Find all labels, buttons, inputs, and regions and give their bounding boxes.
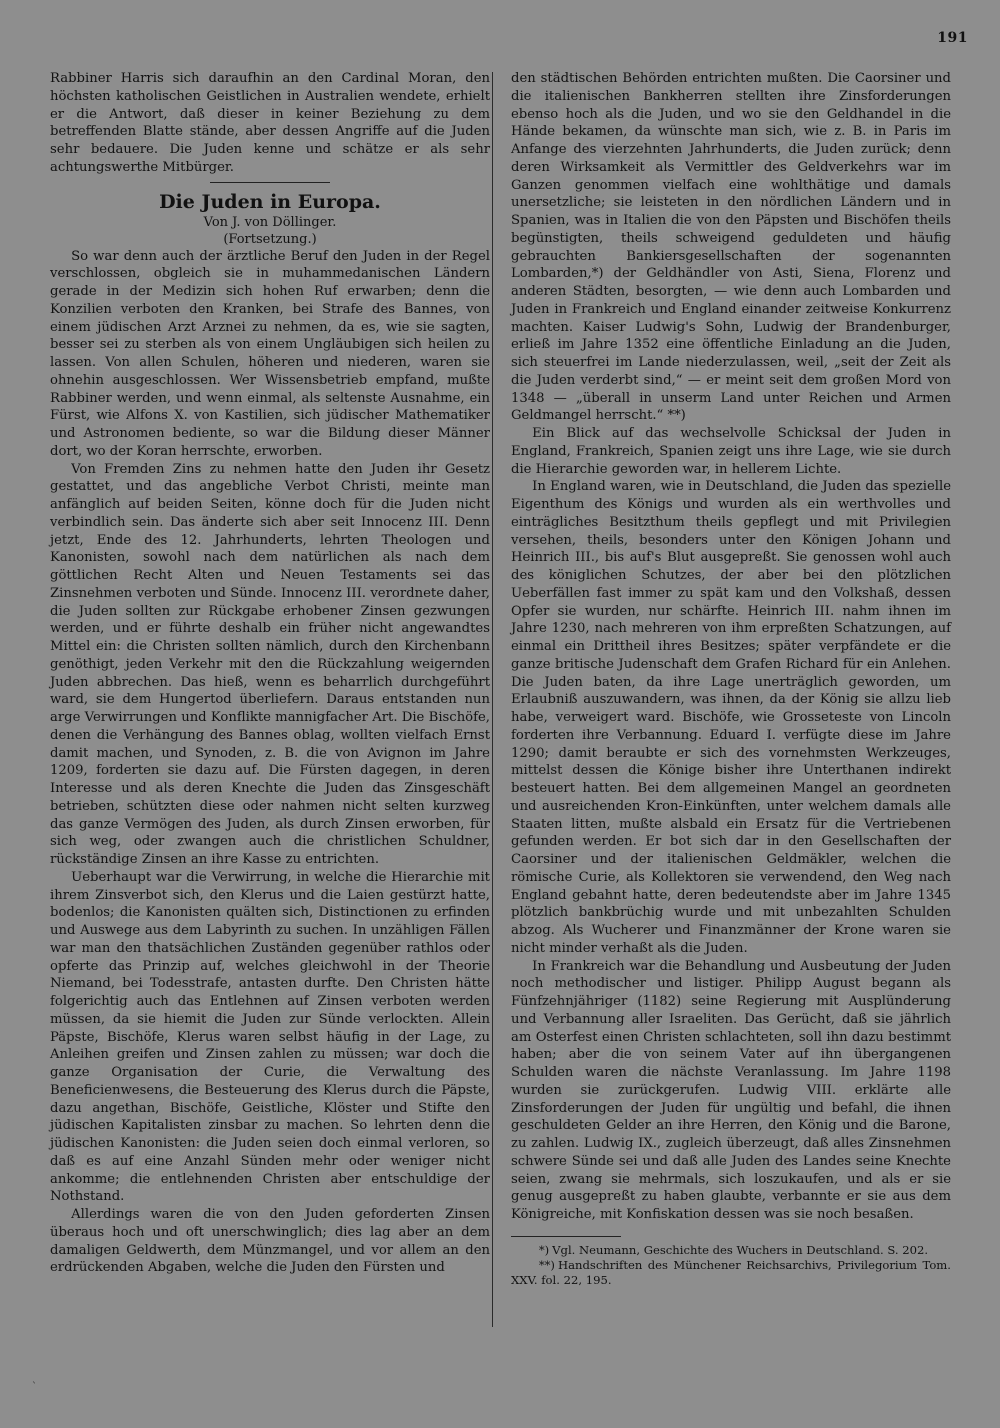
footnote-mark: *) [538, 1242, 550, 1257]
footnote-rule [511, 1236, 621, 1237]
body-paragraph: Ueberhaupt war die Verwirrung, in welche die Hierarchie mit ihrem Zinsverbot sich, den Klerus und die Laien gestürzt hatte, bodenlos; die Kanonisten quälten sich, Distinctionen zu erfinden und Auswege aus dem Labyrinth zu suchen. In unzähligen Fällen war man den thatsächlichen Zuständen gegenüber rathlos oder opferte das Prinzip auf, welches gleichwohl in der Theorie Niemand, bei Todesstrafe, antasten durfte. Den Christen hätte folgerichtig auch das Entlehnen auf Zinsen verboten werden müssen, da sie hiemit die Juden zur Sünde verlockten. Allein Päpste, Bischöfe, Klerus waren selbst häufig in der Lage, zu Anleihen greifen und Zinsen zahlen zu müssen; war doch die ganze Organisation der Curie, die Verwaltung des Beneficienwesens, die Besteuerung des Klerus durch die Päpste, dazu angethan, Bischöfe, Geistliche, Klöster und Stifte den jüdischen Kapitalisten zinsbar zu machen. So lehrten denn die jüdischen Kanonisten: die Juden seien doch einmal verloren, so daß es auf eine Anzahl Sünden mehr oder weniger nicht ankomme; die entlehnenden Christen aber entschuldige der Nothstand. [50, 869, 490, 1205]
article-title: Die Juden in Europa. [159, 190, 381, 213]
footnote-mark: **) [538, 1257, 555, 1272]
footnote-text: Vgl. Neumann, Geschichte des Wuchers in Deutschland. S. 202. [552, 1242, 929, 1257]
body-paragraph: den städtischen Behörden entrichten mußten. Die Caorsiner und die italienischen Bankherren stellten ihre Zinsforderungen ebenso hoch als die Juden, und wo sie den Geldhandel in die Hände bekamen, da wünschte man sich, wie z. B. in Paris im Anfange des vierzehnten Jahrhunderts, die Juden zurück; denn deren Wirksamkeit als Vermittler des Geldverkehrs war im Ganzen genommen vielfach eine wohlthätige und damals unersetzliche; sie leisteten in den nördlichen Ländern und in Spanien, was in Italien die von den Päpsten und Bischöfen theils begünstigten, theils schweigend geduldeten und häufig gebrauchten Bankiersgesellschaften der sogenannten Lombarden,*) der Geldhändler von Asti, Siena, Florenz und anderen Städten, besorgten, — wie denn auch Lombarden und Juden in Frankreich und England einander zeitweise Konkurrenz machten. Kaiser Ludwig's Sohn, Ludwig der Brandenburger, erließ im Jahre 1352 eine öffentliche Einladung an die Juden, sich steuerfrei im Lande niederzulassen, weil, „seit der Zeit als die Juden verderbt sind,“ — er meint seit dem großen Mord von 1348 — „überall in unserm Land unter Reichen und Armen Geldmangel herrscht.“ **) [511, 71, 951, 424]
column-divider [492, 72, 493, 1327]
body-paragraph: Allerdings waren die von den Juden geforderten Zinsen überaus hoch und oft unerschwinglich; dies lag aber an dem damaligen Geldwerth, dem Münzmangel, und vor allem an den erdrückenden Abgaben, welche die Juden den Fürsten und [50, 1207, 490, 1276]
body-paragraph: Ein Blick auf das wechselvolle Schicksal der Juden in England, Frankreich, Spanien zeigt uns ihre Lage, wie sie durch die Hierarchie geworden war, in hellerem Lichte. [511, 426, 951, 477]
continuation-note: (Fortsetzung.) [223, 231, 317, 247]
right-column [511, 70, 951, 1288]
intro-paragraph: Rabbiner Harris sich daraufhin an den Cardinal Moran, den höchsten katholischen Geistlichen in Australien wendete, erhielt er die Antwort, daß dieser in keiner Beziehung zu dem betreffenden Blatte stände, aber dessen Angriffe auf die Juden sehr bedauere. Die Juden kenne und schätze er als sehr achtungswerthe Mitbürger. [50, 71, 490, 175]
scan-artifact: ` [32, 1382, 37, 1393]
body-paragraph: So war denn auch der ärztliche Beruf den Juden in der Regel verschlossen, obgleich sie in muhammedanischen Ländern gerade in der Medizin sich hohen Ruf erwarben; denn die Konzilien verboten den Kranken, bei Strafe des Bannes, von einem jüdischen Arzt Arznei zu nehmen, da es, wie sie sagten, besser sei zu sterben als von einem Ungläubigen sich heilen zu lassen. Von allen Schulen, höheren und niederen, waren sie ohnehin ausgeschlossen. Wer Wissensbetrieb empfand, mußte Rabbiner werden, und wenn einmal, als seltenste Ausnahme, ein Fürst, wie Alfons X. von Kastilien, sich jüdischer Mathematiker und Astronomen bediente, so war die Bildung dieser Männer dort, wo der Koran herrschte, erworben. [50, 248, 490, 459]
footnote [511, 1258, 951, 1288]
footnote-text: Handschriften des Münchener Reichsarchivs, Privilegorium Tom. XXV. fol. 22, 195. [511, 1257, 951, 1287]
article-byline: Von J. von Döllinger. [203, 214, 337, 230]
page-number: 191 [937, 30, 968, 46]
body-paragraph: Von Fremden Zins zu nehmen hatte den Juden ihr Gesetz gestattet, und das angebliche Verbot Christi, meinte man anfänglich auf beiden Seiten, könne doch für die Juden nicht verbindlich sein. Das änderte sich aber seit Innocenz III. Denn jetzt, Ende des 12. Jahrhunderts, lehrten Theologen und Kanonisten, sowohl nach dem natürlichen als nach dem göttlichen Recht Alten und Neuen Testaments sei das Zinsnehmen verboten und Sünde. Innocenz III. verordnete daher, die Juden sollten zur Rückgabe erhobener Zinsen gezwungen werden, und er führte deshalb ein früher nicht angewandtes Mittel ein: die Christen sollten nämlich, durch den Kirchenbann genöthigt, jeden Verkehr mit den die Rückzahlung weigernden Juden abbrechen. Das hieß, wenn es beharrlich durchgeführt ward, sie dem Hungertod überliefern. Daraus entstanden nun arge Verwirrungen und Konflikte mannigfacher Art. Die Bischöfe, denen die Verhängung des Bannes oblag, wollten vielfach Ernst damit machen, und Synoden, z. B. die von Avignon im Jahre 1209, forderten sie dazu auf. Die Fürsten dagegen, in deren Interesse und als deren Knechte die Juden das Zinsgeschäft betrieben, schützten diese oder nahmen nicht selten kurzweg das ganze Vermögen des Juden, als durch Zinsen erworben, für sich weg, oder zwangen auch die christlichen Schuldner, rückständige Zinsen an ihre Kasse zu entrichten. [50, 461, 490, 867]
footnote [511, 1243, 951, 1258]
left-column [50, 70, 490, 1277]
body-paragraph: In Frankreich war die Behandlung und Ausbeutung der Juden noch methodischer und listiger. Philipp August begann als Fünfzehnjähriger (1182) seine Regierung mit Ausplünderung und Verbannung aller Israeliten. Das Gerücht, daß sie jährlich am Osterfest einen Christen schlachteten, soll ihn dazu bestimmt haben; aber die von seinem Vater auf ihn übergangenen Schulden waren die nächste Veranlassung. Im Jahre 1198 wurden sie zurückgerufen. Ludwig VIII. erklärte alle Zinsforderungen der Juden für ungültig und befahl, die ihnen geschuldeten Gelder an ihre Herren, den König und die Barone, zu zahlen. Ludwig IX., zugleich überzeugt, daß alles Zinsnehmen schwere Sünde sei und daß alle Juden des Landes seine Knechte seien, zwang sie mehrmals, sich loszukaufen, und als er sie genug ausgepreßt zu haben glaubte, verbannte er sie aus dem Königreiche, mit Konfiskation dessen was sie noch besaßen. [511, 958, 951, 1222]
section-separator [210, 182, 330, 183]
body-paragraph: In England waren, wie in Deutschland, die Juden das spezielle Eigenthum des Königs und wurden als ein werthvolles und einträgliches Besitzthum theils gepflegt und mit Privilegien versehen, theils, besonders unter den Königen Johann und Heinrich III., bis auf's Blut ausgepreßt. Sie genossen wohl auch des königlichen Schutzes, der aber bei den plötzlichen Ueberfällen fast immer zu spät kam und den Volkshaß, dessen Opfer sie wurden, nur schärfte. Heinrich III. nahm ihnen im Jahre 1230, nach mehreren von ihm erpreßten Schatzungen, auf einmal ein Drittheil ihres Besitzes; später verpfändete er die ganze britische Judenschaft dem Grafen Richard für ein Anlehen. Die Juden baten, da ihre Lage unerträglich geworden, um Erlaubniß auszuwandern, was ihnen, da der König sie allzu lieb habe, verweigert ward. Bischöfe, wie Grosseteste von Lincoln forderten ihre Verbannung. Eduard I. verfügte diese im Jahre 1290; damit beraubte er sich des vornehmsten Werkzeuges, mittelst dessen die Könige bisher ihre Unterthanen indirekt besteuert hatten. Bei dem allgemeinen Mangel an geordneten und ausreichenden Kron-Einkünften, unter welchem damals alle Staaten litten, mußte alsbald ein Ersatz für die Vertriebenen gefunden werden. Er bot sich dar in den Gesellschaften der Caorsiner und der italienischen Geldmäkler, welchen die römische Curie, als Kollektoren sie verwendend, den Weg nach England gebahnt hatte, deren bedeutendste aber im Jahre 1345 plötzlich bankbrüchig wurde und mit unbezahlten Schulden abzog. Als Wucherer und Finanzmänner der Krone waren sie nicht minder verhaßt als die Juden. [511, 479, 951, 956]
